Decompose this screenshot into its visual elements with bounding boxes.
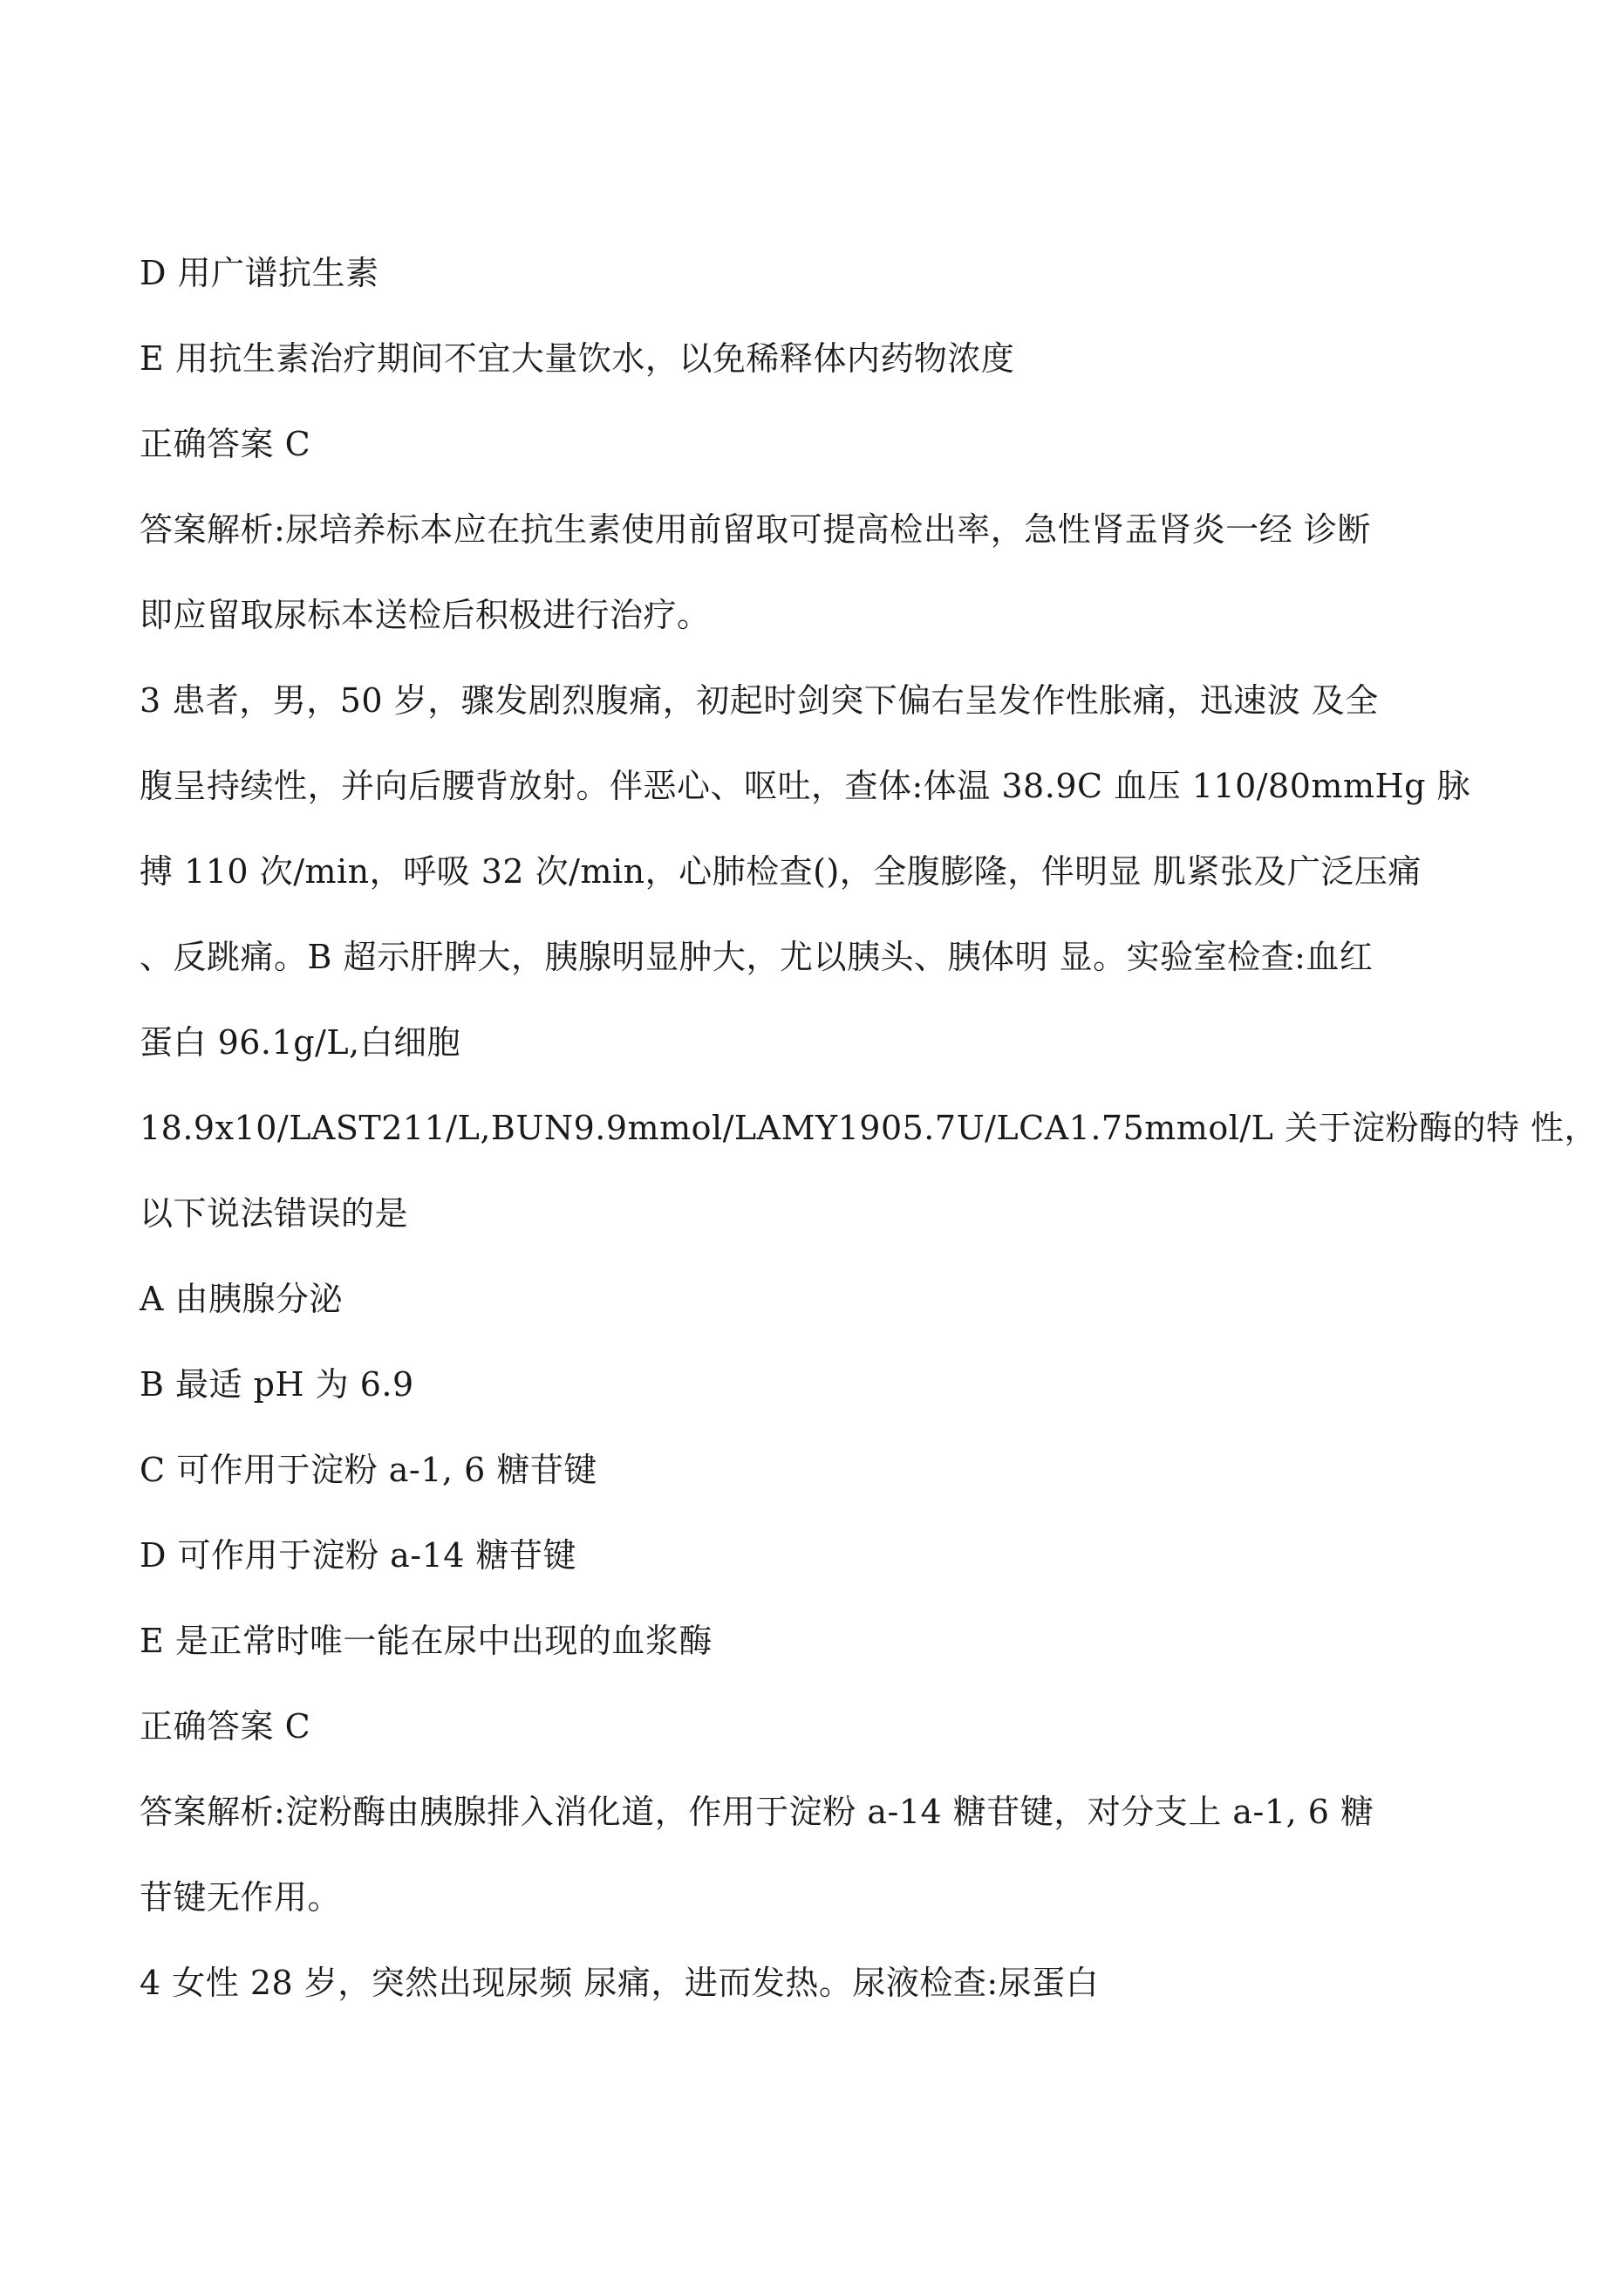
- text-line-option-a: A 由胰腺分泌: [140, 1280, 344, 1318]
- text-line-question-4: 4 女性 28 岁，突然出现尿频 尿痛，进而发热。尿液检查:尿蛋白: [140, 1964, 1100, 2002]
- text-line-correct-answer-1: 正确答案 C: [140, 425, 311, 463]
- text-line-question-3f: 18.9x10/LAST211/L,BUN9.9mmol/LAMY1905.7U/LCA1.75mmol/L 关于淀粉酶的特 性，: [140, 1109, 1599, 1147]
- text-line-question-3c: 搏 110 次/min，呼吸 32 次/min，心肺检查()，全腹膨隆，伴明显 肌紧张及广泛压痛: [140, 852, 1422, 891]
- text-line-question-3d: 、反跳痛。B 超示肝脾大，胰腺明显肿大，尤以胰头、胰体明 显。实验室检查:血红: [140, 938, 1374, 976]
- text-line-explanation-2b: 苷键无作用。: [140, 1878, 342, 1917]
- text-line-option-e-water-intake: E 用抗生素治疗期间不宜大量饮水，以免稀释体内药物浓度: [140, 339, 1015, 378]
- text-line-question-3a: 3 患者，男，50 岁，骤发剧烈腹痛，初起时剑突下偏右呈发作性胀痛，迅速波 及全: [140, 681, 1379, 720]
- text-line-correct-answer-2: 正确答案 C: [140, 1707, 311, 1746]
- text-line-option-d-broad-antibiotics: D 用广谱抗生素: [140, 254, 379, 292]
- text-line-option-e: E 是正常时唯一能在尿中出现的血浆酶: [140, 1622, 713, 1660]
- text-line-explanation-2a: 答案解析:淀粉酶由胰腺排入消化道，作用于淀粉 a-14 糖苷键，对分支上 a-1, 6 糖: [140, 1793, 1374, 1831]
- text-line-explanation-1a: 答案解析:尿培养标本应在抗生素使用前留取可提高检出率，急性肾盂肾炎一经 诊断: [140, 510, 1371, 549]
- text-line-option-b: B 最适 pH 为 6.9: [140, 1365, 414, 1404]
- text-line-option-d: D 可作用于淀粉 a-14 糖苷键: [140, 1536, 577, 1575]
- text-line-question-3b: 腹呈持续性，并向后腰背放射。伴恶心、呕吐，查体:体温 38.9C 血压 110/80mmHg 脉: [140, 767, 1471, 805]
- text-line-option-c: C 可作用于淀粉 a-1, 6 糖苷键: [140, 1451, 597, 1489]
- text-line-explanation-1b: 即应留取尿标本送检后积极进行治疗。: [140, 596, 711, 634]
- text-line-question-3e: 蛋白 96.1g/L,白细胞: [140, 1023, 461, 1062]
- text-line-question-3g: 以下说法错误的是: [140, 1194, 409, 1233]
